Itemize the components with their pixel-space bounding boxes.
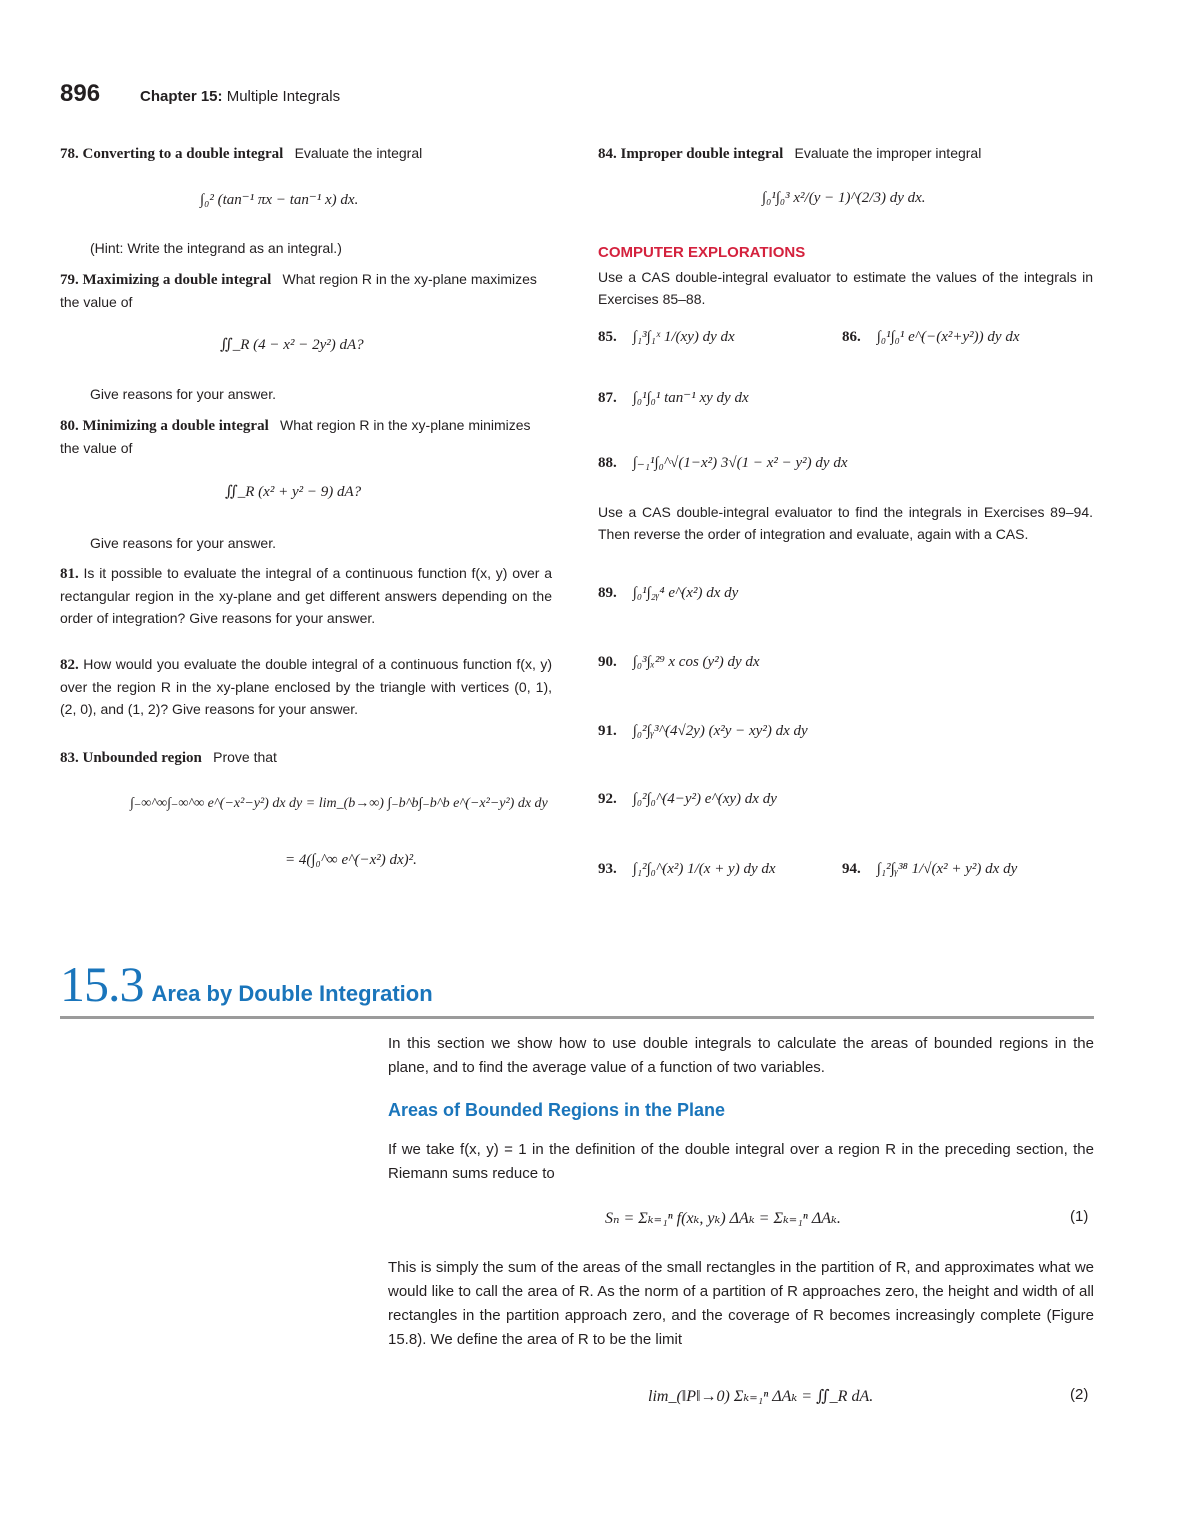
exercise-number: 84. — [598, 146, 617, 162]
exercise-title: Maximizing a double integral — [82, 272, 272, 288]
computer-explorations-heading: COMPUTER EXPLORATIONS — [598, 244, 806, 261]
formula-83-line1: ∫₋∞^∞∫₋∞^∞ e^(−x²−y²) dx dy = lim_(b→∞) ∫₋b^b∫₋b^b e^(−x²−y²) dx dy — [130, 796, 548, 811]
exercise-prompt: Evaluate the integral — [294, 145, 423, 161]
section-heading — [60, 956, 433, 1012]
equation-2-label: (2) — [1070, 1386, 1089, 1403]
formula-78: ∫₀² (tan⁻¹ πx − tan⁻¹ x) dx. — [200, 192, 359, 208]
exercise-82 — [60, 653, 552, 720]
exercise-title: Improper double integral — [620, 146, 784, 162]
hint-78: (Hint: Write the integrand as an integral.) — [90, 240, 342, 256]
exercise-number: 93. — [598, 861, 617, 877]
equation-1: Sₙ = Σₖ₌₁ⁿ f(xₖ, yₖ) ΔAₖ = Σₖ₌₁ⁿ ΔAₖ. — [605, 1210, 841, 1227]
subsection-heading: Areas of Bounded Regions in the Plane — [388, 1100, 726, 1120]
exercise-94 — [842, 860, 1017, 878]
exercise-prompt: Prove that — [213, 749, 277, 765]
exercise-title: Converting to a double integral — [82, 146, 284, 162]
page-number: 896 — [60, 80, 101, 107]
paragraph-riemann: If we take f(x, y) = 1 in the definition of the double integral over a region R in the preceding section, the Riemann sums reduce to — [388, 1141, 1094, 1182]
section-intro: In this section we show how to use double integrals to calculate the areas of bounded regions in the plane, and to find the average value of a function of two variables. — [388, 1035, 1094, 1076]
exercise-89 — [598, 584, 738, 602]
exercise-87 — [598, 388, 749, 407]
exercise-title: Minimizing a double integral — [82, 418, 269, 434]
formula-89: ∫₀¹∫₂ᵧ⁴ e^(x²) dx dy — [632, 585, 739, 601]
exercise-85 — [598, 328, 735, 346]
exercise-84 — [598, 142, 1093, 165]
exercise-number: 90. — [598, 654, 617, 670]
formula-88: ∫₋₁¹∫₀^√(1−x²) 3√(1 − x² − y²) dy dx — [632, 455, 848, 471]
formula-93: ∫₁²∫₀^(x²) 1/(x + y) dy dx — [632, 861, 776, 877]
exercise-number: 87. — [598, 390, 617, 406]
exercise-number: 86. — [842, 329, 861, 345]
formula-84: ∫₀¹∫₀³ x²/(y − 1)^(2/3) dy dx. — [762, 190, 926, 206]
follow-79: Give reasons for your answer. — [90, 386, 276, 402]
exercise-number: 79. — [60, 272, 79, 288]
exercise-number: 89. — [598, 585, 617, 601]
exercise-number: 82. — [60, 657, 79, 673]
intro-85-88: Use a CAS double-integral evaluator to estimate the values of the integrals in Exercises 85–88. — [598, 269, 1093, 307]
formula-87: ∫₀¹∫₀¹ tan⁻¹ xy dy dx — [632, 390, 749, 406]
exercise-number: 85. — [598, 329, 617, 345]
exercise-prompt: What region R in the xy-plane minimizes the value of — [60, 417, 531, 456]
exercise-number: 88. — [598, 455, 617, 471]
exercise-90 — [598, 653, 760, 671]
exercise-number: 92. — [598, 791, 617, 807]
formula-92: ∫₀²∫₀^(4−y²) e^(xy) dx dy — [632, 791, 777, 807]
formula-90: ∫₀³∫ₓ²⁹ x cos (y²) dy dx — [632, 654, 760, 670]
running-head — [140, 88, 340, 105]
section-number: 15.3 — [60, 956, 144, 1012]
exercise-text: How would you evaluate the double integral of a continuous function f(x, y) over the region R in the xy-plane enclosed by the triangle with vertices (0, 1), (2, 0), and (1, 2)? Give reasons for your answer. — [60, 656, 552, 717]
formula-79: ∬_R (4 − x² − 2y²) dA? — [220, 337, 364, 353]
exercise-number: 94. — [842, 861, 861, 877]
exercise-80 — [60, 414, 552, 460]
equation-2: lim_(‖P‖→0) Σₖ₌₁ⁿ ΔAₖ = ∬_R dA. — [648, 1388, 874, 1405]
section-title: Area by Double Integration — [151, 981, 433, 1006]
exercise-text: Is it possible to evaluate the integral of a continuous function f(x, y) over a rectangular region in the xy-plane and get different answers depending on the order of integration? Give reasons for your answer. — [60, 565, 552, 626]
formula-80: ∬_R (x² + y² − 9) dA? — [225, 484, 362, 500]
exercise-78 — [60, 142, 552, 165]
exercise-88 — [598, 453, 847, 472]
exercise-93 — [598, 860, 776, 878]
exercise-number: 81. — [60, 566, 79, 582]
section-rule — [60, 1016, 1094, 1019]
exercise-86 — [842, 328, 1019, 346]
intro-89-94: Use a CAS double-integral evaluator to find the integrals in Exercises 89–94. Then reverse the order of integration and evaluate, again with a CAS. — [598, 504, 1093, 542]
exercise-number: 80. — [60, 418, 79, 434]
exercise-91 — [598, 722, 808, 740]
exercise-prompt: Evaluate the improper integral — [794, 145, 982, 161]
exercise-83 — [60, 746, 552, 769]
exercise-number: 91. — [598, 723, 617, 739]
exercise-79 — [60, 268, 552, 314]
exercise-number: 78. — [60, 146, 79, 162]
formula-83-line2: = 4(∫₀^∞ e^(−x²) dx)². — [285, 852, 417, 868]
formula-85: ∫₁³∫₁ˣ 1/(xy) dy dx — [632, 329, 735, 345]
follow-80: Give reasons for your answer. — [90, 535, 276, 551]
exercise-92 — [598, 790, 777, 808]
chapter-label: Chapter 15: — [140, 88, 223, 105]
exercise-title: Unbounded region — [82, 750, 202, 766]
chapter-title: Multiple Integrals — [226, 88, 341, 105]
formula-91: ∫₀²∫ᵧ³^(4√2y) (x²y − xy²) dx dy — [632, 723, 808, 739]
exercise-prompt: What region R in the xy-plane maximizes the value of — [60, 271, 537, 310]
equation-1-label: (1) — [1070, 1208, 1089, 1225]
paragraph-area: This is simply the sum of the areas of the small rectangles in the partition of R, and approximates what we would like to call the area of R. As the norm of a partition of R approaches zero, the height and width of all rectangles in the partition approach zero, and the coverage of R becomes increasingly complete (Figure 15.8). We define the area of R to be the limit — [388, 1259, 1094, 1348]
exercise-81 — [60, 562, 552, 629]
formula-94: ∫₁²∫ᵧ³⁸ 1/√(x² + y²) dx dy — [876, 861, 1018, 877]
formula-86: ∫₀¹∫₀¹ e^(−(x²+y²)) dy dx — [876, 329, 1020, 345]
exercise-number: 83. — [60, 750, 79, 766]
